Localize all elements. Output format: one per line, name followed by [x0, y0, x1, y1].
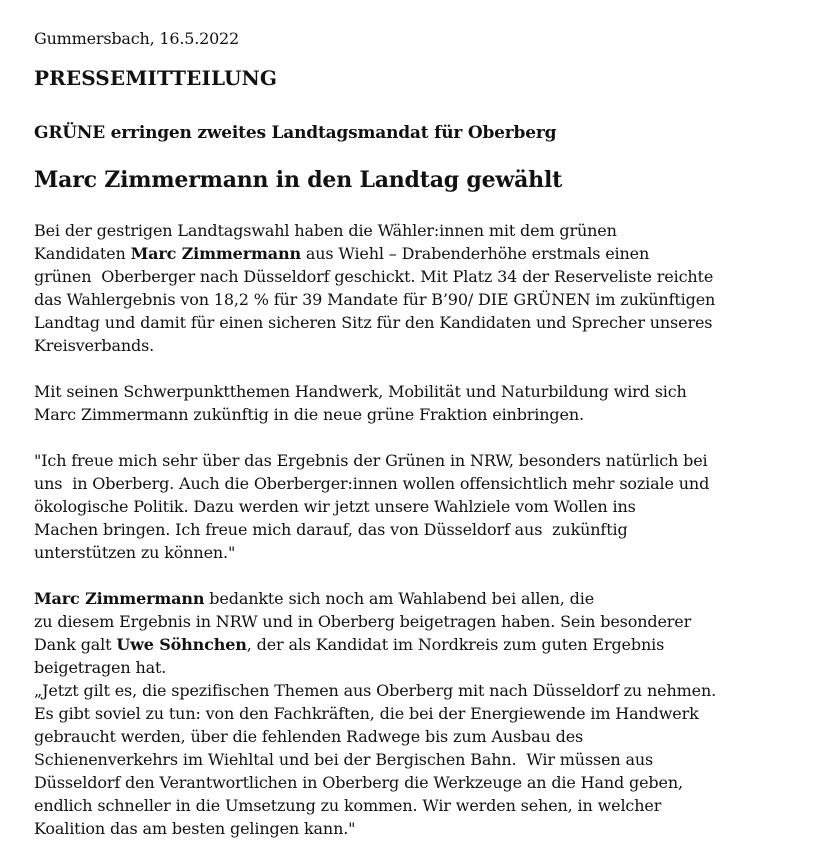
text-line — [34, 334, 809, 357]
text-segment: Marc Zimmermann zukünftig in die neue grüne Fraktion einbringen. — [34, 405, 584, 424]
text-segment: Kandidaten — [34, 244, 131, 263]
text-line — [34, 725, 809, 748]
text-segment: zu diesem Ergebnis in NRW und in Oberberg beigetragen haben. Sein besonderer — [34, 612, 692, 631]
text-segment: Mit seinen Schwerpunktthemen Handwerk, Mobilität und Naturbildung wird sich — [34, 382, 687, 401]
text-line — [34, 656, 809, 679]
text-line — [34, 403, 809, 426]
text-line — [34, 702, 809, 725]
text-segment: endlich schneller in die Umsetzung zu kommen. Wir werden sehen, in welcher — [34, 796, 662, 815]
press-release-label: PRESSEMITTEILUNG — [34, 66, 278, 90]
text-line — [34, 380, 809, 403]
text-line — [34, 495, 809, 518]
text-line — [34, 748, 809, 771]
text-line — [34, 771, 809, 794]
text-line — [34, 311, 809, 334]
text-segment: unterstützen zu können." — [34, 543, 236, 562]
text-line — [34, 288, 809, 311]
paragraph — [34, 219, 809, 357]
text-segment: „Jetzt gilt es, die spezifischen Themen aus Oberberg mit nach Düsseldorf zu nehmen. — [34, 681, 717, 700]
text-segment: Dank galt — [34, 635, 117, 654]
text-segment: Düsseldorf den Verantwortlichen in Oberberg die Werkzeuge an die Hand geben, — [34, 773, 683, 792]
text-segment: Landtag und damit für einen sicheren Sitz für den Kandidaten und Sprecher unseres — [34, 313, 713, 332]
text-line — [34, 679, 809, 702]
text-line — [34, 472, 809, 495]
text-line — [34, 794, 809, 817]
paragraph — [34, 380, 809, 426]
text-segment: uns in Oberberg. Auch die Oberberger:innen wollen offensichtlich mehr soziale und — [34, 474, 710, 493]
text-segment: Machen bringen. Ich freue mich darauf, das von Düsseldorf aus zukünftig — [34, 520, 628, 539]
text-segment: aus Wiehl – Drabenderhöhe erstmals einen — [300, 244, 650, 263]
bold-name: Uwe Söhnchen — [116, 635, 247, 654]
text-line — [34, 633, 809, 656]
text-segment: beigetragen hat. — [34, 658, 167, 677]
text-line — [34, 518, 809, 541]
bold-name: Marc Zimmermann — [130, 244, 301, 263]
text-segment: Es gibt soviel zu tun: von den Fachkräften, die bei der Energiewende im Handwerk — [34, 704, 699, 723]
text-segment: Kreisverbands. — [34, 336, 155, 355]
text-line — [34, 610, 809, 633]
headline: Marc Zimmermann in den Landtag gewählt — [34, 167, 563, 193]
text-segment: Schienenverkehrs im Wiehltal und bei der Bergischen Bahn. Wir müssen aus — [34, 750, 654, 769]
text-segment: grünen Oberberger nach Düsseldorf geschickt. Mit Platz 34 der Reserveliste reichte — [34, 267, 714, 286]
subtitle: GRÜNE erringen zweites Landtagsmandat für Oberberg — [34, 123, 557, 143]
paragraph — [34, 449, 809, 564]
text-line — [34, 817, 809, 840]
text-segment: "Ich freue mich sehr über das Ergebnis der Grünen in NRW, besonders natürlich bei — [34, 451, 708, 470]
text-segment: ökologische Politik. Dazu werden wir jetzt unsere Wahlziele vom Wollen ins — [34, 497, 636, 516]
text-line — [34, 265, 809, 288]
dateline: Gummersbach, 16.5.2022 — [34, 29, 240, 48]
text-segment: das Wahlergebnis von 18,2 % für 39 Mandate für B’90/ DIE GRÜNEN im zukünftigen — [34, 290, 716, 309]
text-line — [34, 587, 809, 610]
paragraph — [34, 587, 809, 840]
text-line — [34, 219, 809, 242]
text-line — [34, 449, 809, 472]
text-line — [34, 541, 809, 564]
text-segment: Bei der gestrigen Landtagswahl haben die Wähler:innen mit dem grünen — [34, 221, 617, 240]
text-segment: gebraucht werden, über die fehlenden Radwege bis zum Ausbau des — [34, 727, 584, 746]
body-text — [34, 219, 809, 863]
text-segment: Koalition das am besten gelingen kann." — [34, 819, 356, 838]
text-segment: , der als Kandidat im Nordkreis zum guten Ergebnis — [246, 635, 665, 654]
text-segment: bedankte sich noch am Wahlabend bei allen, die — [204, 589, 595, 608]
bold-name: Marc Zimmermann — [34, 589, 205, 608]
text-line — [34, 242, 809, 265]
